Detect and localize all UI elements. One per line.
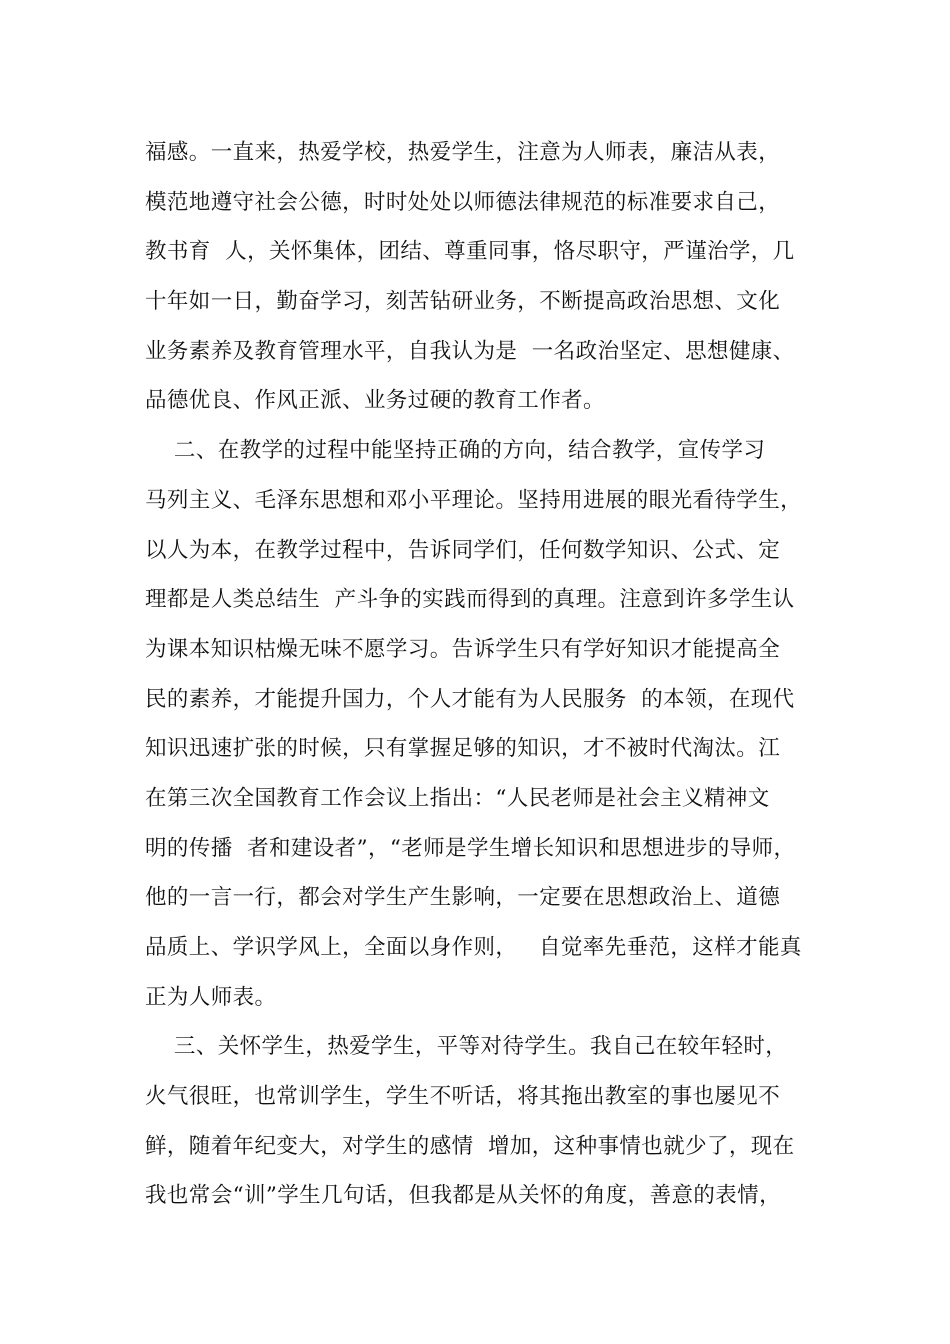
text-line: 鲜，随着年纪变大，对学生的感情 增加，这种事情也就少了，现在 (145, 1133, 795, 1159)
paragraph-3-start: 三、关怀学生，热爱学生，平等对待学生。我自己在较年轻时， (145, 1034, 788, 1060)
text-line: 品德优良、作风正派、业务过硬的教育工作者。 (145, 388, 605, 414)
text-line: 教书育 人，关怀集体，团结、尊重同事，恪尽职守，严谨治学，几 (145, 239, 795, 265)
text-line: 火气很旺，也常训学生，学生不听话，将其拖出教室的事也屡见不 (145, 1084, 781, 1110)
text-line: 模范地遵守社会公德，时时处处以师德法律规范的标准要求自己， (145, 189, 781, 215)
text-line: 在第三次全国教育工作会议上指出：“人民老师是社会主义精神文 (145, 785, 770, 811)
text-line: 以人为本，在教学过程中，告诉同学们，任何数学知识、公式、定 (145, 537, 781, 563)
body-text (145, 128, 835, 1221)
text-line: 明的传播 者和建设者”，“老师是学生增长知识和思想进步的导师， (145, 835, 796, 861)
text-line: 福感。一直来，热爱学校，热爱学生，注意为人师表，廉洁从表， (145, 140, 781, 165)
text-line: 十年如一日，勤奋学习，刻苦钻研业务，不断提高政治思想、文化 (145, 289, 781, 315)
text-line: 他的一言一行，都会对学生产生影响，一定要在思想政治上、道德 (145, 885, 781, 911)
text-line: 民的素养，才能提升国力，个人才能有为人民服务 的本领，在现代 (145, 686, 795, 712)
text-line: 业务素养及教育管理水平，自我认为是 一名政治坚定、思想健康、 (145, 338, 795, 364)
text-line: 正为人师表。 (145, 984, 277, 1010)
text-line: 我也常会“训”学生几句话，但我都是从关怀的角度，善意的表情， (145, 1183, 781, 1209)
text-line: 理都是人类总结生 产斗争的实践而得到的真理。注意到许多学生认 (145, 587, 795, 613)
text-line: 为课本知识枯燥无味不愿学习。告诉学生只有学好知识才能提高全 (145, 636, 781, 662)
text-line: 马列主义、毛泽东思想和邓小平理论。坚持用进展的眼光看待学生， (145, 487, 803, 513)
text-line: 知识迅速扩张的时候，只有掌握足够的知识，才不被时代淘汰。江 (145, 736, 781, 762)
paragraph-2-start: 二、在教学的过程中能坚持正确的方向，结合教学，宣传学习 (145, 438, 766, 464)
text-line: 品质上、学识学风上，全面以身作则， 自觉率先垂范，这样才能真 (145, 935, 802, 960)
